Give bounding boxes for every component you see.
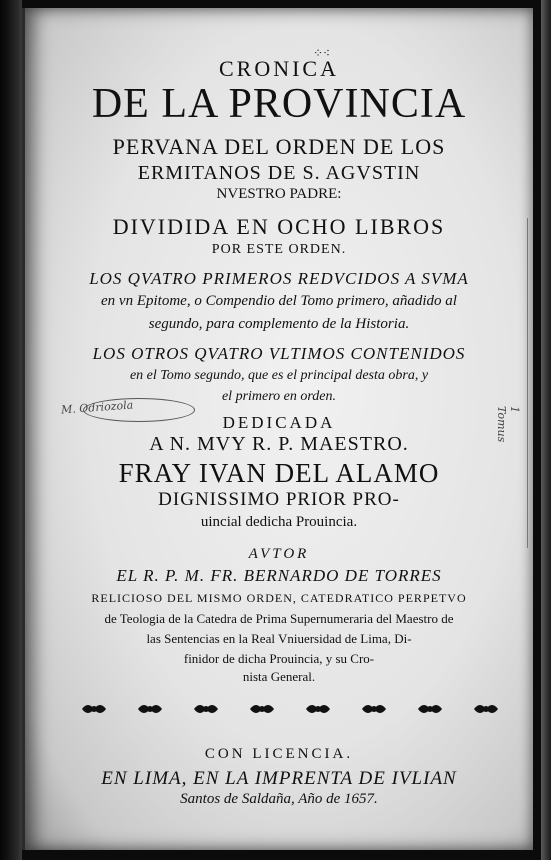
facing-page-edge [0, 0, 22, 860]
top-flourish-icon: ⁘⁖ [313, 46, 331, 60]
page-right-edge [541, 0, 551, 860]
dedicatee-province: uincial dedicha Prouincia. [200, 514, 358, 530]
imprint-line1: EN LIMA, EN LA IMPRENTA DE IVLIAN [101, 768, 457, 789]
subtitle-por-este-orden: POR ESTE ORDEN. [211, 242, 347, 257]
fleuron-icon [192, 700, 220, 718]
fleuron-icon [472, 700, 500, 718]
fleuron-icon [304, 700, 332, 718]
subtitle-dividida: DIVIDIDA EN OCHO LIBROS [112, 214, 446, 239]
author-label: AVTOR [248, 546, 310, 562]
title-line-provincia: DE LA PROVINCIA [91, 81, 467, 127]
fleuron-icon [416, 700, 444, 718]
author-name: EL R. P. M. FR. BERNARDO DE TORRES [116, 566, 442, 585]
dedicada-label: DEDICADA [222, 413, 336, 432]
fleuron-icon [360, 700, 388, 718]
section2-line1: en el Tomo segundo, que es el principal desta obra, y [129, 368, 429, 383]
dedicatee-title: A N. MVY R. P. MAESTRO. [149, 433, 409, 455]
fleuron-icon [248, 700, 276, 718]
title-line-cronica: CRONICA [218, 56, 339, 81]
author-line2: de Teologia de la Catedra de Prima Supernumeraria del Maestro de [104, 611, 454, 626]
fleuron-icon [80, 700, 108, 718]
title-page [22, 8, 533, 850]
section1-heading: LOS QVATRO PRIMEROS REDVCIDOS A SVMA [89, 269, 469, 288]
author-line3: las Sentencias en la Real Vniuersidad de Lima, Di- [146, 631, 412, 646]
imprint-line2: Santos de Saldaña, Año de 1657. [180, 791, 378, 807]
author-line1: RELICIOSO DEL MISMO ORDEN, CATEDRATICO PERPETVO [91, 591, 467, 605]
title-line-nvestro-padre: NVESTRO PADRE: [216, 186, 342, 202]
section2-line2: el primero en orden. [221, 389, 337, 404]
dedicatee-name: FRAY IVAN DEL ALAMO [118, 458, 440, 488]
section1-line1: en vn Epitome, o Compendio del Tomo primero, añadido al [101, 293, 457, 309]
author-line5: nista General. [242, 669, 316, 684]
dedicatee-office: DIGNISSIMO PRIOR PRO- [158, 489, 400, 510]
margin-rule [527, 218, 528, 548]
handwritten-signature: M. Odriozola [60, 398, 134, 417]
author-line4: finidor de dicha Prouincia, y su Cro- [183, 651, 375, 666]
ornament-row [80, 698, 500, 720]
title-line-pervana: PERVANA DEL ORDEN DE LOS [112, 134, 446, 159]
section1-line2: segundo, para complemento de la Historia. [148, 316, 410, 332]
fleuron-icon [136, 700, 164, 718]
license-line: CON LICENCIA. [204, 746, 354, 762]
title-line-ermitanos: ERMITANOS DE S. AGVSTIN [137, 162, 421, 184]
margin-annotation: 1 Tomus [495, 406, 521, 443]
section2-heading: LOS OTROS QVATRO VLTIMOS CONTENIDOS [92, 344, 466, 363]
